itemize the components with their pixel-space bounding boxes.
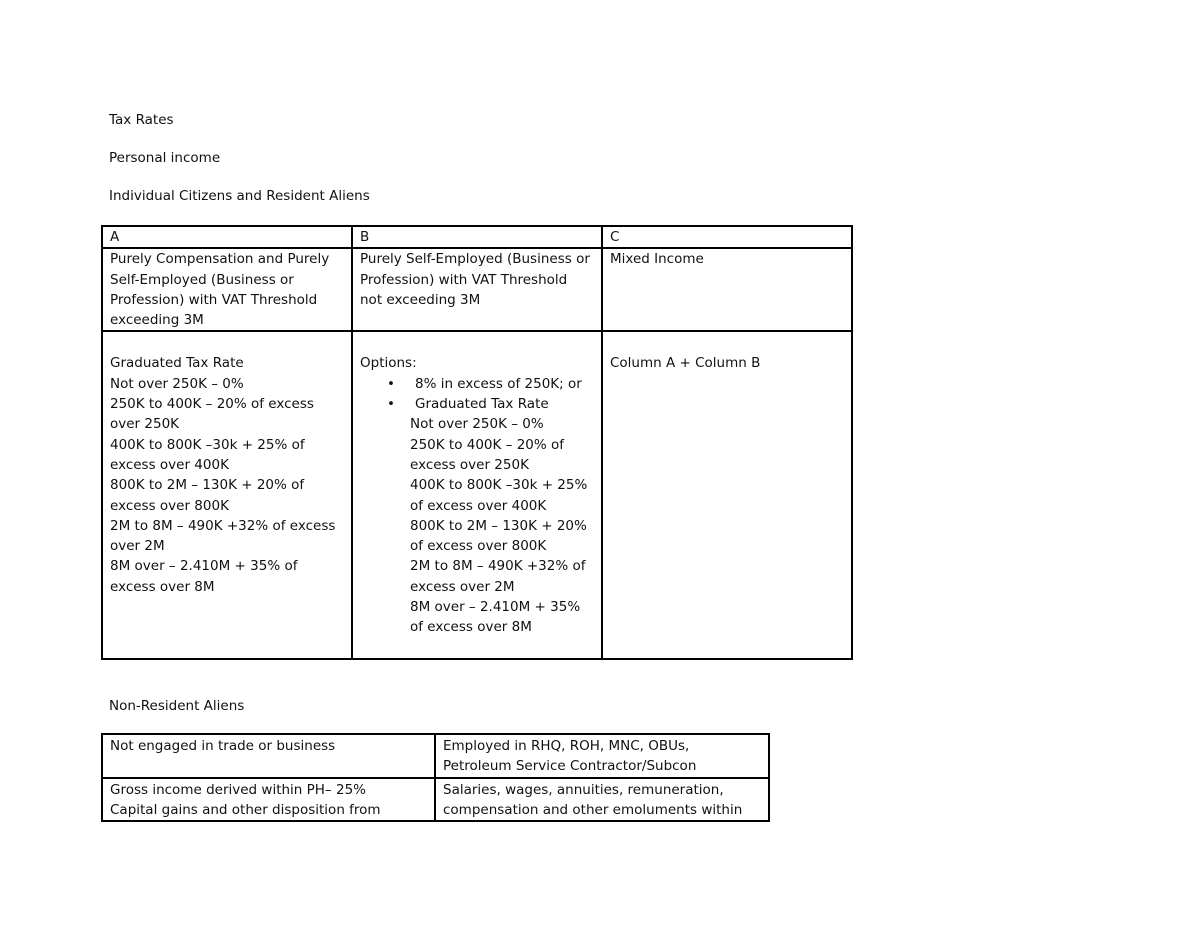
text-line: of excess over 800K [410,538,547,555]
column-header-b: B [352,226,602,248]
options-label: Options: [360,355,417,372]
text-line: of excess over 400K [410,497,547,514]
text-line: Purely Self-Employed (Business or [360,251,590,268]
table-row [102,778,769,822]
nonresident-cell-left [102,778,435,822]
text-line: excess over 8M [110,578,215,595]
column-b-rates [352,331,602,659]
column-header-a: A [102,226,352,248]
text-line: 800K to 2M – 130K + 20% [410,517,587,534]
document-title: Tax Rates [109,112,174,128]
text-line: Column A + Column B [610,355,761,372]
text-line: over 2M [110,538,165,555]
text-line: excess over 250K [410,456,529,473]
column-c-description [602,248,852,331]
nonresident-header-left [102,734,435,778]
text-line: excess over 400K [110,456,229,473]
text-line: 400K to 800K –30k + 25% of [110,436,305,453]
section-heading-personal-income: Personal income [109,150,221,166]
text-line: of excess over 8M [410,619,532,636]
text-line: exceeding 3M [110,312,204,329]
text-line: Purely Compensation and Purely [110,251,330,268]
nonresident-cell-right [435,778,769,822]
text-line: over 250K [110,416,180,433]
text-line: not exceeding 3M [360,291,481,308]
text-line: Self-Employed (Business or [110,271,294,288]
table-description-row [102,248,852,331]
nonresident-tax-table [101,733,770,822]
text-line: Employed in RHQ, ROH, MNC, OBUs, [443,738,690,754]
text-line: 8M over – 2.410M + 35% [410,599,581,616]
column-header-c: C [602,226,852,248]
graduated-rates [360,414,601,637]
text-line: Mixed Income [610,251,704,268]
table-row [102,734,769,778]
text-line: Profession) with VAT Threshold [360,271,568,288]
resident-tax-table [101,225,853,660]
text-line: Salaries, wages, annuities, remuneration, [443,781,724,798]
table-rates-row [102,331,852,659]
text-line: 250K to 400K – 20% of excess [110,396,314,413]
text-line: excess over 2M [410,578,515,595]
text-line: Graduated Tax Rate [110,355,244,372]
text-line: Gross income derived within PH– 25% [110,781,366,798]
column-a-description [102,248,352,331]
column-c-rates [602,331,852,659]
text-line: 2M to 8M – 490K +32% of excess [110,517,336,534]
options-list [360,374,601,415]
list-item: • 8% in excess of 250K; or [360,374,601,394]
text-line: 800K to 2M – 130K + 20% of [110,477,305,494]
text-line: Profession) with VAT Threshold [110,291,318,308]
column-b-description [352,248,602,331]
column-a-rates [102,331,352,659]
text-line: compensation and other emoluments within [443,801,743,818]
text-line: Petroleum Service Contractor/Subcon [443,758,697,775]
subsection-heading-residents: Individual Citizens and Resident Aliens [109,188,370,204]
text-line: 250K to 400K – 20% of [410,436,565,453]
subsection-heading-nonresidents: Non-Resident Aliens [109,698,245,714]
text-line: 2M to 8M – 490K +32% of [410,558,586,575]
text-line: excess over 800K [110,497,229,514]
text-line: Capital gains and other disposition from [110,801,381,818]
text-line: 8M over – 2.410M + 35% of [110,558,298,575]
text-line: Not over 250K – 0% [110,375,244,392]
nonresident-header-right [435,734,769,778]
text-line: Not over 250K – 0% [410,416,544,433]
list-item: • Graduated Tax Rate [360,394,601,414]
text-line: Not engaged in trade or business [110,738,336,754]
text-line: 400K to 800K –30k + 25% [410,477,588,494]
table-header-row [102,226,852,248]
